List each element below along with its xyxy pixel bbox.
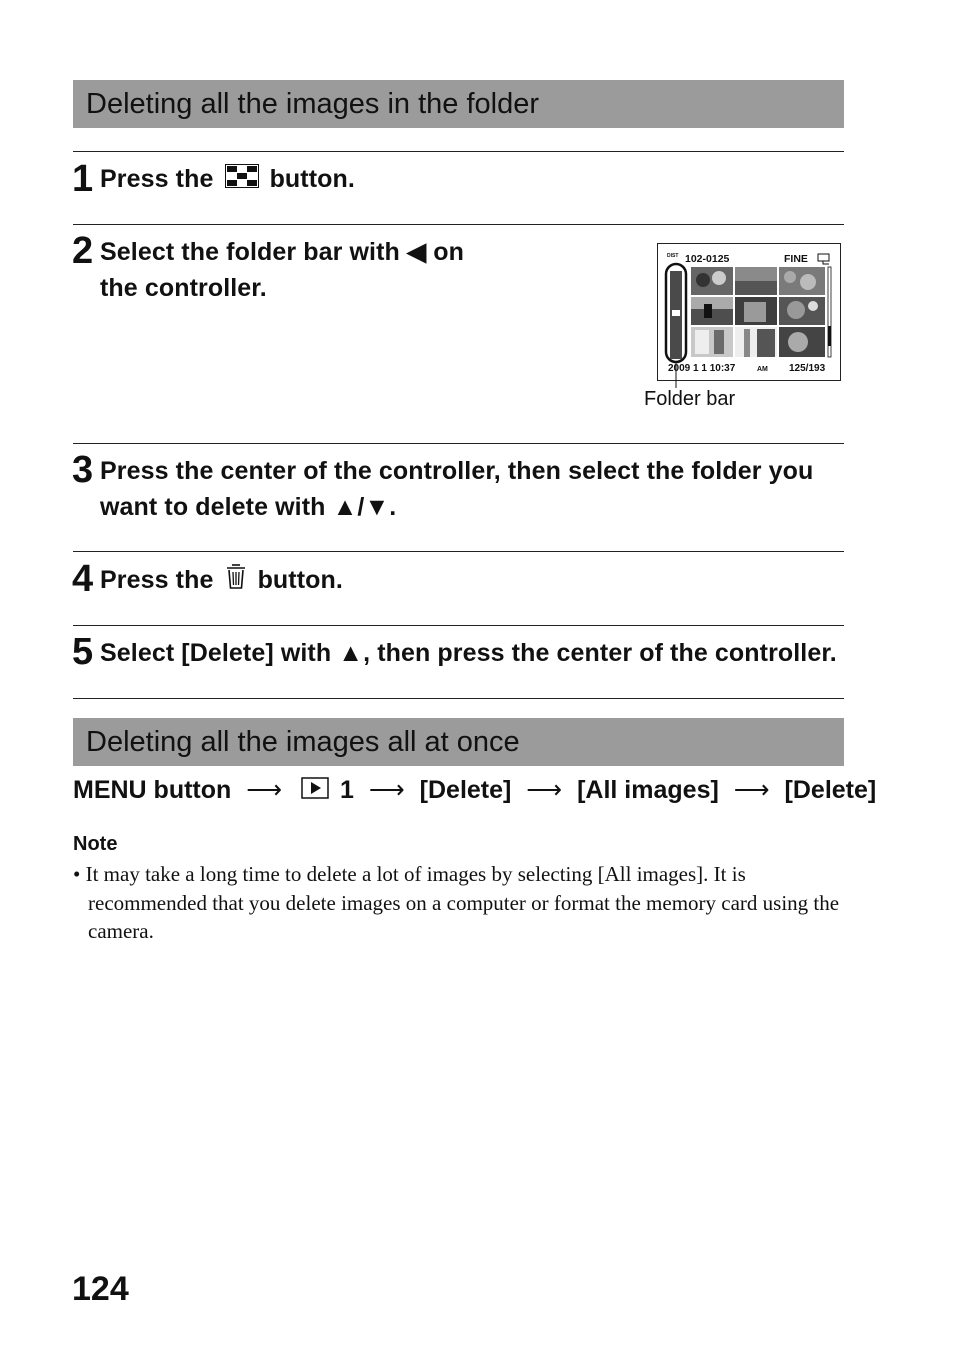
card-icon	[818, 254, 829, 264]
step-4-text: Press the button.	[100, 562, 343, 600]
arrow-right-icon: ⟶	[526, 776, 563, 804]
divider	[73, 551, 844, 552]
callout-line	[673, 362, 679, 388]
divider	[73, 151, 844, 152]
folder-bar-callout: Folder bar	[644, 388, 736, 410]
folder-number: 102-0125	[685, 253, 730, 265]
step-number: 5	[72, 631, 94, 673]
section-title: Deleting all the images all at once	[86, 725, 520, 758]
step-number: 2	[72, 230, 94, 272]
thumbnail-grid	[691, 267, 825, 357]
arrow-right-icon: ⟶	[246, 776, 283, 804]
quality-label: FINE	[784, 253, 808, 265]
page-number: 124	[72, 1270, 129, 1308]
note-body: • It may take a long time to delete a lot of images by selecting [All images]. It is recommended that you delete images on a computer or format the memory card using the camera.	[73, 862, 840, 943]
step-number: 1	[72, 158, 94, 200]
note-title: Note	[73, 833, 118, 855]
svg-text:AM: AM	[757, 366, 768, 373]
section-header-delete-all	[73, 718, 844, 766]
step-number: 3	[72, 449, 94, 491]
date-time: 2009 1 1 10:37	[668, 363, 736, 374]
divider	[73, 443, 844, 444]
camera-lcd-illustration	[657, 243, 841, 381]
svg-text:DIST: DIST	[667, 253, 679, 259]
step-3-text: Press the center of the controller, then select the folder you want to delete with ▲/▼.	[100, 457, 814, 521]
step-5-text: Select [Delete] with ▲, then press the center of the controller.	[100, 639, 837, 667]
trash-icon	[225, 562, 247, 600]
step-number: 4	[72, 558, 94, 600]
divider	[73, 625, 844, 626]
image-counter: 125/193	[789, 363, 826, 374]
index-view-icon	[225, 162, 259, 198]
menu-path: MENU button ⟶ 1 ⟶ [Delete] ⟶ [All images] ⟶ [Delete]	[73, 772, 876, 809]
arrow-right-icon: ⟶	[368, 776, 405, 804]
section-title: Deleting all the images in the folder	[86, 87, 539, 120]
divider	[73, 698, 844, 699]
step-1-text: Press the button.	[100, 161, 355, 198]
arrow-right-icon: ⟶	[733, 776, 770, 804]
step-2-text: Select the folder bar with ◀ on the controller.	[100, 238, 465, 302]
divider	[73, 224, 844, 225]
playback-icon	[301, 773, 329, 809]
section-header-delete-folder	[73, 80, 844, 128]
